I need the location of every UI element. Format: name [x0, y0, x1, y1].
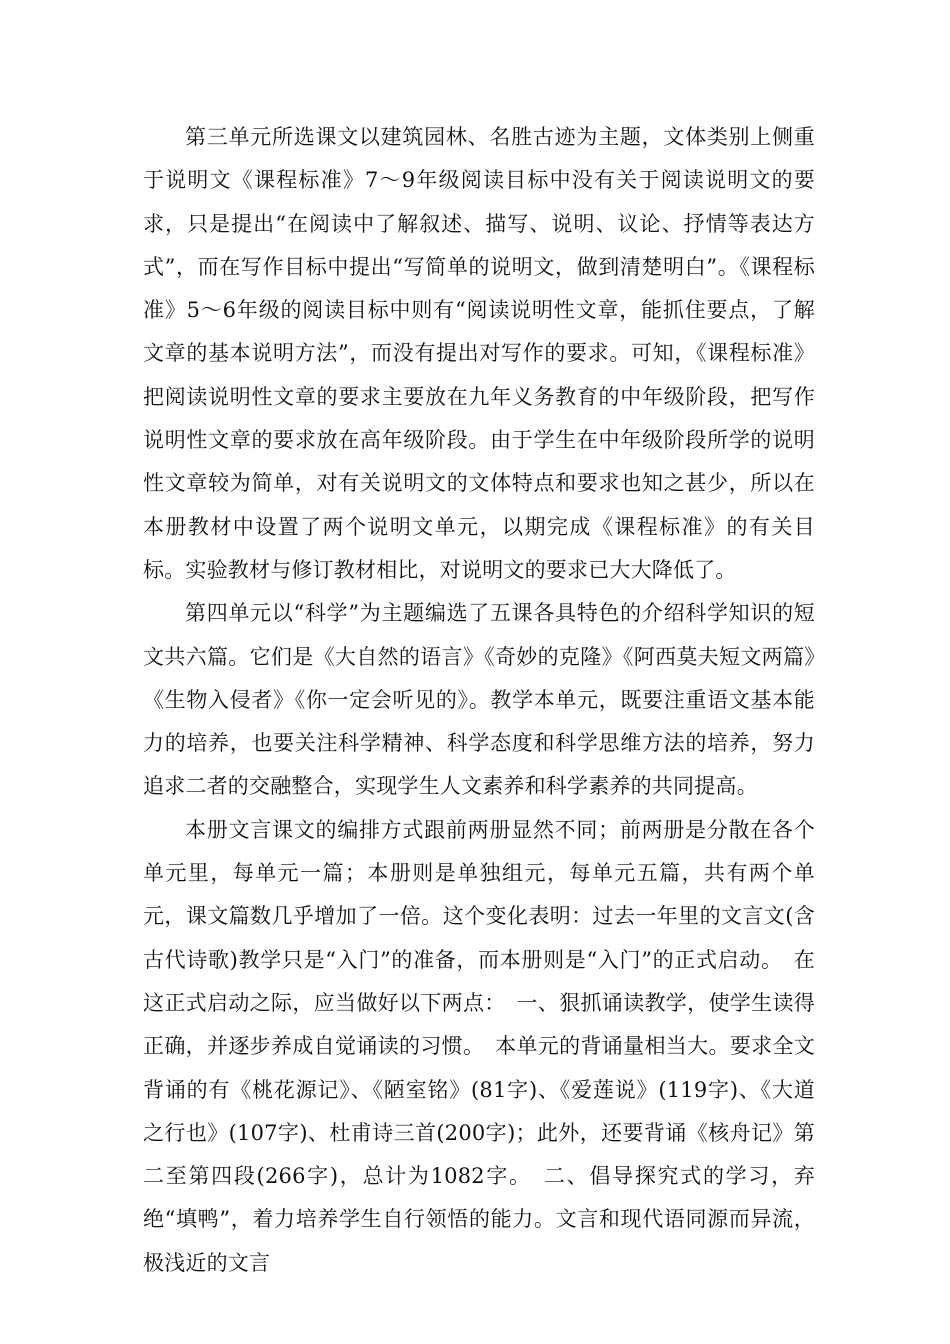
body-text [143, 116, 815, 1285]
paragraph-unit-three: 第三单元所选课文以建筑园林、名胜古迹为主题，文体类别上侧重于说明文《课程标准》7～9年级阅读目标中没有关于阅读说明文的要求，只是提出“在阅读中了解叙述、描写、说明、议论、抒情等表达方式”，而在写作目标中提出“写简单的说明文，做到清楚明白”。《课程标准》5～6年级的阅读目标中则有“阅读说明性文章，能抓住要点，了解文章的基本说明方法”，而没有提出对写作的要求。可知，《课程标准》把阅读说明性文章的要求主要放在九年义务教育的中年级阶段，把写作说明性文章的要求放在高年级阶段。由于学生在中年级阶段所学的说明性文章较为简单，对有关说明文的文体特点和要求也知之甚少，所以在本册教材中设置了两个说明文单元，以期完成《课程标准》的有关目标。实验教材与修订教材相比，对说明文的要求已大大降低了。 [143, 125, 815, 582]
paragraph-classical-texts: 本册文言课文的编排方式跟前两册显然不同；前两册是分散在各个单元里，每单元一篇；本册则是单独组元，每单元五篇，共有两个单元，课文篇数几乎增加了一倍。这个变化表明：过去一年里的文言文(含古代诗歌)教学只是“入门”的准备，而本册则是“入门”的正式启动。 在这正式启动之际，应当做好以下两点： 一、狠抓诵读教学，使学生读得正确，并逐步养成自觉诵读的习惯。 本单元的背诵量相当大。要求全文背诵的有《桃花源记》、《陋室铭》(81字)、《爱莲说》(119字)、《大道之行也》(107字)、杜甫诗三首(200字)；此外，还要背诵《核舟记》第二至第四段(266字)，总计为1082字。 二、倡导探究式的学习，弃绝“填鸭”，着力培养学生自行领悟的能力。文言和现代语同源而异流，极浅近的文言 [143, 817, 815, 1275]
paragraph-unit-four: 第四单元以“科学”为主题编选了五课各具特色的介绍科学知识的短文共六篇。它们是《大自然的语言》《奇妙的克隆》《阿西莫夫短文两篇》《生物入侵者》《你一定会听见的》。教学本单元，既要注重语文基本能力的培养，也要关注科学精神、科学态度和科学思维方法的培养，努力追求二者的交融整合，实现学生人文素养和科学素养的共同提高。 [143, 601, 815, 799]
